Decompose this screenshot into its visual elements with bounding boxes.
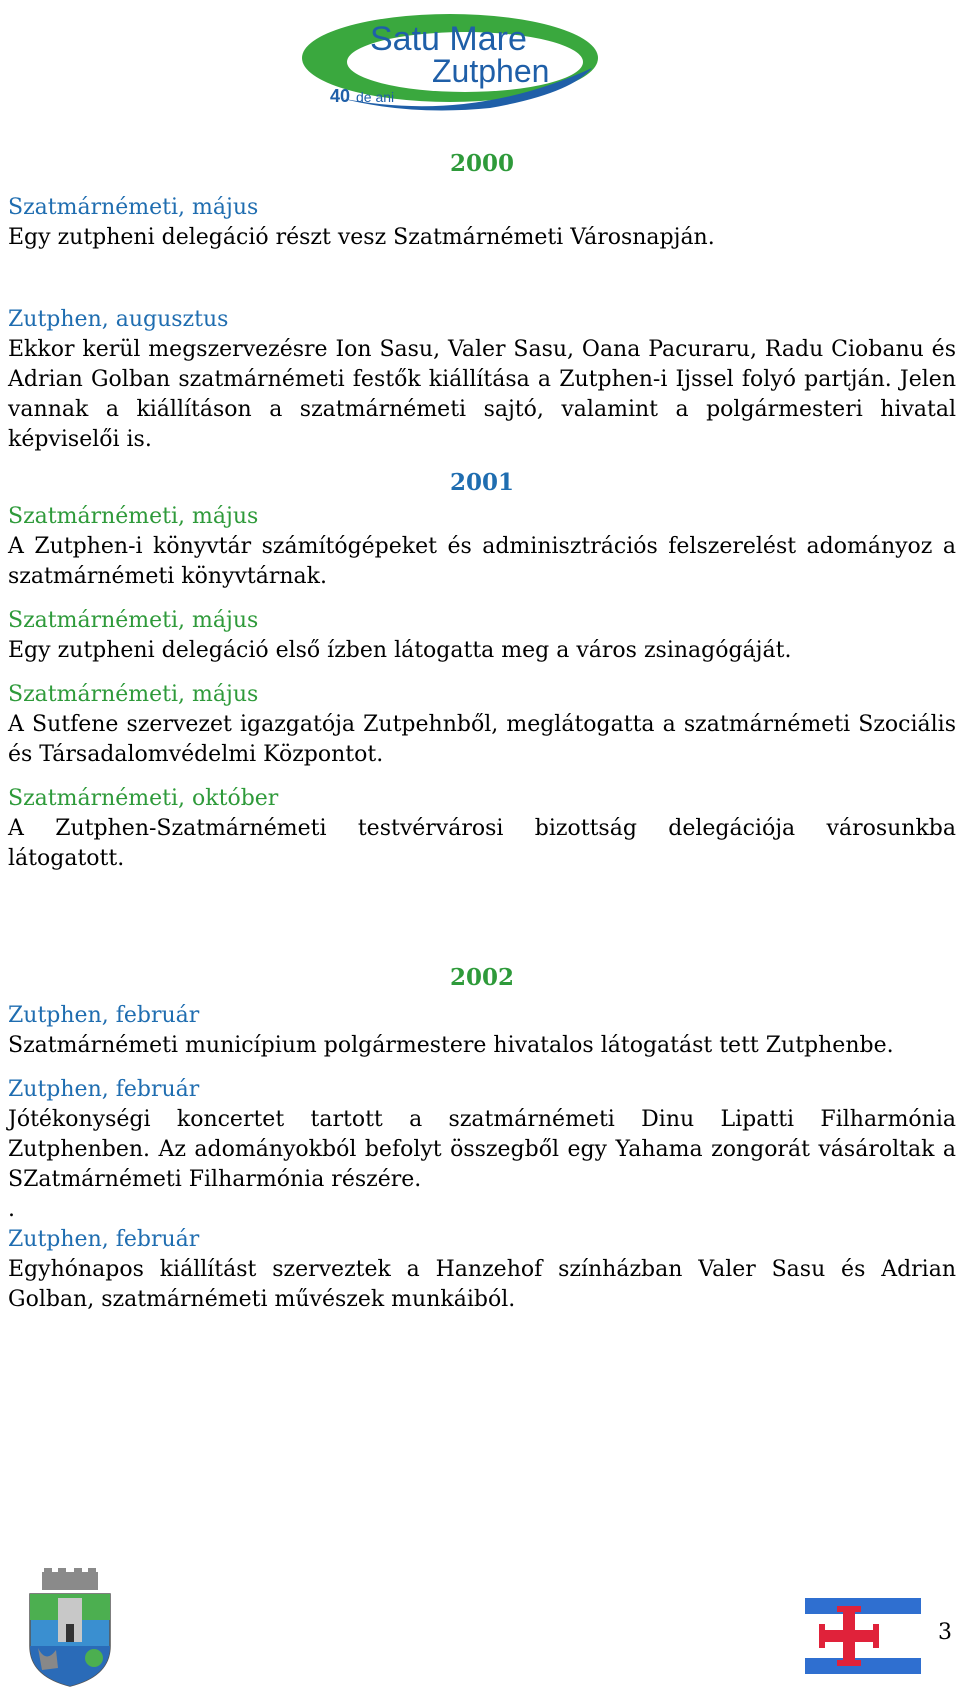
page-content (8, 150, 956, 1329)
entry (8, 305, 956, 455)
entry-location: Zutphen, február (8, 1077, 200, 1102)
entry-location: Szatmárnémeti, május (8, 682, 259, 707)
year-section-2002 (8, 964, 956, 1315)
flag-blue-stripe-bottom (805, 1658, 921, 1674)
entry-text: Egy zutpheni delegáció első ízben látogatta meg a város zsinagógáját. (8, 638, 792, 663)
entry-text: Egy zutpheni delegáció részt vesz Szatmárnémeti Városnapján. (8, 225, 715, 250)
entry (8, 1001, 956, 1061)
year-section-2000 (8, 150, 956, 455)
entry-text: Jótékonységi koncertet tartott a szatmárnémeti Dinu Lipatti Filharmónia Zutphenben. Az adományokból befolyt összegből egy Yahama zongorát vásároltak a SZatmárnémeti Filharmónia részére. (8, 1107, 956, 1192)
entry (8, 1075, 956, 1195)
entry (8, 680, 956, 770)
entry-text: Szatmárnémeti municípium polgármestere hivatalos látogatást tett Zutphenbe. (8, 1033, 894, 1058)
entry-text: Ekkor kerül megszervezésre Ion Sasu, Valer Sasu, Oana Pacuraru, Radu Ciobanu és Adrian Golban szatmárnémeti festők kiállítása a Zutphen-i Ijssel folyó partján. Jelen vannak a kiállításon a szatmárnémeti sajtó, valamint a polgármesteri hivatal képviselői is. (8, 337, 956, 452)
year-section-2001 (8, 469, 956, 874)
logo-suffix: de ani (356, 89, 395, 105)
year-heading: 2000 (449, 150, 514, 177)
entry (8, 193, 956, 253)
zutphen-flag-icon (805, 1598, 921, 1674)
flag-cross-vertical (843, 1606, 855, 1666)
stray-dot: . (8, 1197, 15, 1222)
entry (8, 1195, 956, 1315)
logo-number: 40 (330, 86, 351, 106)
year-heading: 2002 (449, 964, 514, 991)
satu-mare-zutphen-logo (300, 6, 610, 116)
entry-text: A Zutphen-Szatmárnémeti testvérvárosi bizottság delegációja városunkba látogatott. (8, 816, 956, 871)
entry (8, 784, 956, 874)
entry-location: Zutphen, február (8, 1003, 200, 1028)
entry-text: Egyhónapos kiállítást szerveztek a Hanzehof színházban Valer Sasu és Adrian Golban, szatmárnémeti művészek munkáiból. (8, 1257, 956, 1312)
entry-text: A Zutphen-i könyvtár számítógépeket és adminisztrációs felszerelést adományoz a szatmárnémeti könyvtárnak. (8, 534, 956, 589)
logo-line2: Zutphen (432, 53, 550, 89)
entry-location: Szatmárnémeti, május (8, 608, 259, 633)
entry (8, 502, 956, 592)
flag-blue-stripe-top (805, 1598, 921, 1614)
logo-line1: Satu Mare (370, 20, 527, 58)
entry-location: Szatmárnémeti, május (8, 195, 259, 220)
entry (8, 606, 956, 666)
entry-location: Szatmárnémeti, május (8, 504, 259, 529)
page-number: 3 (938, 1620, 952, 1645)
year-heading: 2001 (449, 469, 514, 496)
entry-location: Zutphen, augusztus (8, 307, 229, 332)
entry-location: Zutphen, február (8, 1227, 200, 1252)
entry-text: A Sutfene szervezet igazgatója Zutpehnből, meglátogatta a szatmárnémeti Szociális és Társadalomvédelmi Központot. (8, 712, 956, 767)
entry-location: Szatmárnémeti, október (8, 786, 279, 811)
coat-of-arms-icon (22, 1568, 118, 1688)
